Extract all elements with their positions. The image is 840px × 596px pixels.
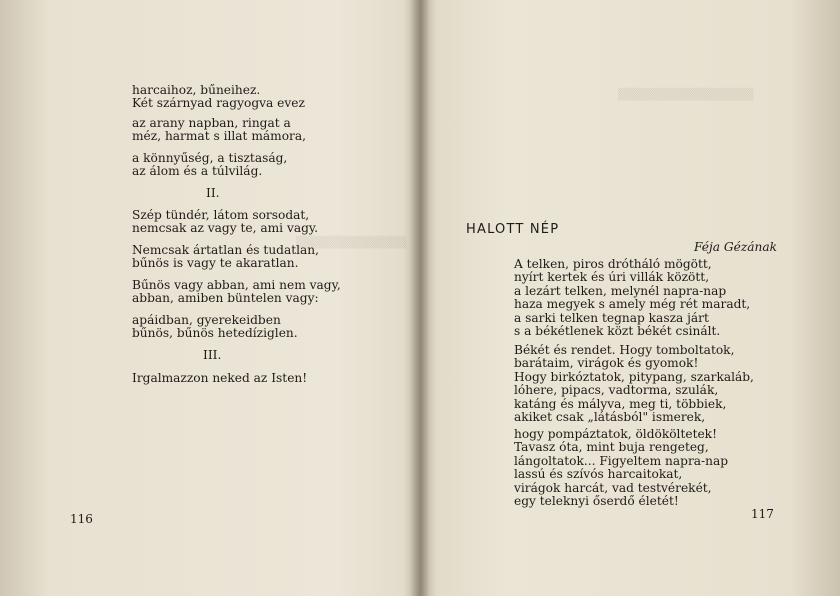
poem-line: Szép tündér, látom sorsodat,	[132, 208, 310, 222]
poem-line: lassú és szívós harcaitokat,	[514, 467, 683, 482]
poem-line: bűnös, bűnös hetedíziglen.	[132, 326, 298, 341]
right-stanza-3	[514, 428, 728, 508]
right-stanza-2	[514, 344, 754, 424]
bleed-through-text: ▒▒▒▒▒▒▒▒▒▒▒▒▒▒▒▒	[618, 88, 754, 101]
poem-line: az arany napban, ringat a	[132, 116, 291, 130]
poem-line: Irgalmazzon neked az Isten!	[132, 371, 308, 385]
poem-line: egy teleknyi őserdő életét!	[514, 494, 679, 509]
poem-line: a lezárt telken, melynél napra-nap	[514, 283, 727, 298]
left-stanza-3	[132, 152, 287, 179]
poem-line: méz, harmat s illat mámora,	[132, 129, 307, 144]
page-number-right: 117	[751, 507, 774, 521]
poem-line: nemcsak az vagy te, ami vagy.	[132, 221, 319, 236]
poem-line: akiket csak „látásból" ismerek,	[514, 410, 706, 425]
bleed-through-text: ▒▒▒▒▒▒▒▒▒▒▒▒▒	[296, 236, 406, 249]
left-stanza-5	[132, 244, 319, 271]
poem-line: Két szárnyad ragyogva evez	[132, 96, 305, 111]
section-number: II.	[206, 186, 220, 200]
left-page	[0, 0, 418, 596]
poem-dedication: Féja Gézának	[694, 240, 778, 254]
poem-line: katáng és mályva, meg ti, többiek,	[514, 396, 727, 411]
poem-line: az álom és a túlvilág.	[132, 164, 263, 179]
section-number: III.	[203, 348, 222, 362]
poem-line: nyírt kertek és úri villák között,	[514, 270, 710, 285]
poem-line: Hogy birkóztatok, pitypang, szarkaláb,	[514, 369, 754, 384]
poem-title: HALOTT NÉP	[466, 222, 560, 237]
poem-line: A telken, piros drótháló mögött,	[514, 257, 712, 271]
page-number-left: 116	[70, 512, 93, 526]
poem-line: harcaihoz, bűneihez.	[132, 83, 261, 97]
poem-line: lóhere, pipacs, vadtorma, szulák,	[514, 383, 719, 398]
poem-line: s a békétlenek közt békét csinált.	[514, 324, 721, 339]
poem-line: Bűnös vagy abban, ami nem vagy,	[132, 278, 341, 292]
left-stanza-6	[132, 279, 341, 306]
left-stanza-4	[132, 209, 318, 236]
poem-line: hogy pompáztatok, öldököltetek!	[514, 427, 717, 441]
poem-line: Tavasz óta, mint buja rengeteg,	[514, 440, 709, 455]
poem-line: Békét és rendet. Hogy tomboltatok,	[514, 343, 735, 357]
poem-line: abban, amiben büntelen vagy:	[132, 291, 319, 306]
left-stanza-1	[132, 84, 305, 111]
poem-line: Nemcsak ártatlan és tudatlan,	[132, 243, 320, 257]
poem-line: lángoltatok... Figyeltem napra-nap	[514, 453, 729, 468]
left-stanza-7	[132, 314, 298, 341]
poem-line: virágok harcát, vad testvérekét,	[514, 480, 712, 495]
poem-line: apáidban, gyerekeidben	[132, 313, 281, 327]
poem-line: bűnös is vagy te akaratlan.	[132, 256, 299, 271]
left-stanza-2	[132, 117, 306, 144]
poem-line: a könnyűség, a tisztaság,	[132, 151, 288, 165]
right-stanza-1	[514, 258, 750, 338]
left-stanza-8	[132, 372, 307, 385]
poem-line: barátaim, virágok és gyomok!	[514, 356, 699, 371]
poem-line: haza megyek s amely még rét maradt,	[514, 297, 751, 312]
poem-line: a sarki telken tegnap kasza járt	[514, 310, 709, 325]
